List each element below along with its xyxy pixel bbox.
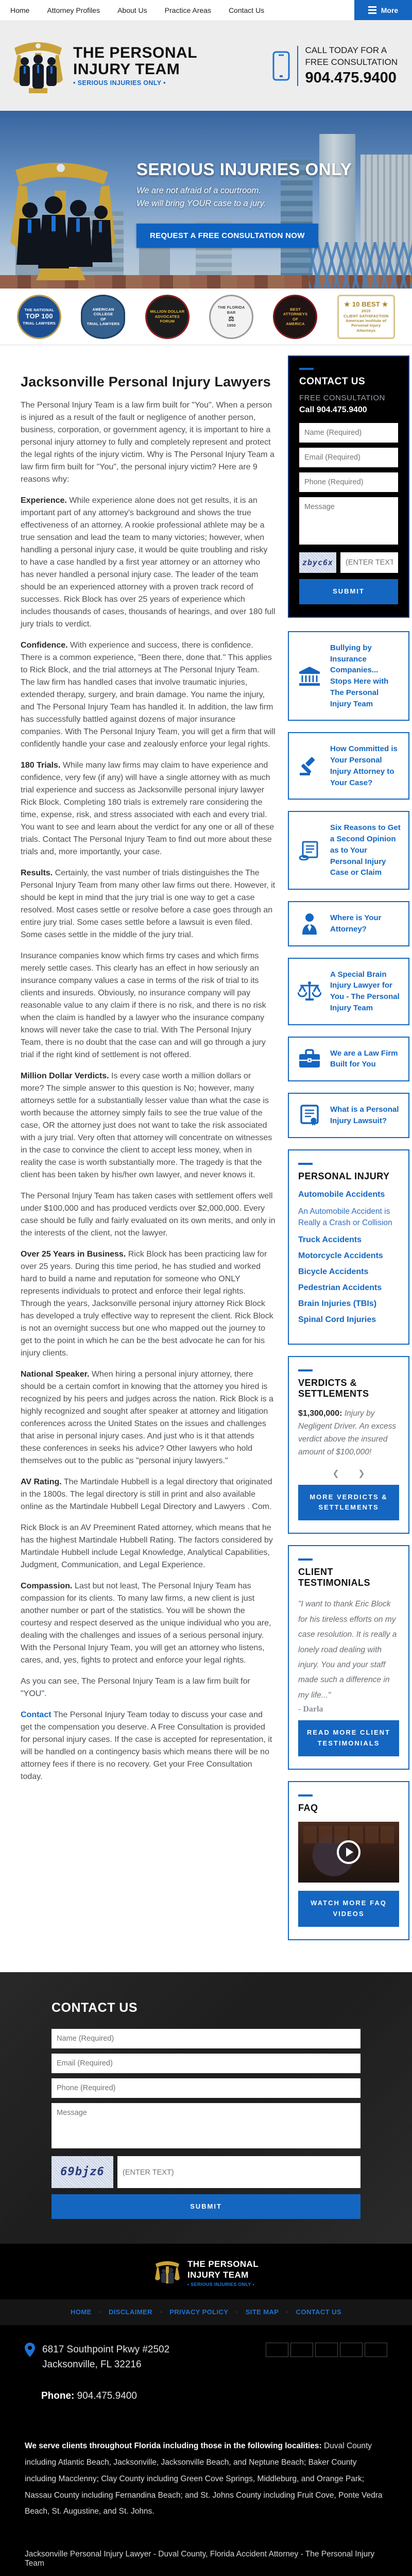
verdicts-title: VERDICTS & SETTLEMENTS xyxy=(298,1378,369,1399)
social-links xyxy=(266,2343,387,2357)
request-consultation-button[interactable]: REQUEST A FREE CONSULTATION NOW xyxy=(136,224,318,248)
paragraph-text: While experience alone does not get results, it is an important part of any attorney's background and shows the true effectiveness of an attorney. A rookie professional athlete may be a true sensation and lead the team to many victories; however, when handling a personal injury case, it would be quite troubling and risky to have a case handled by a first year attorney or an attorney who has never handled a personal injury case. The leader of the team should be an experienced attorney with a proven track record of successes. Rick Block has over 25 years of experience which includes thousands of cases, thousands of hearings, and over 180 full jury trials to verdict. xyxy=(21,496,276,629)
nav-item-attorney-profiles[interactable]: Attorney Profiles xyxy=(47,6,100,14)
badge-text: 2015 xyxy=(362,309,371,314)
footer-nav-separator: · xyxy=(98,2308,101,2317)
more-label: More xyxy=(381,6,399,14)
badge-text: 1950 xyxy=(227,323,236,328)
article-paragraph xyxy=(21,639,276,751)
more-button[interactable] xyxy=(354,0,412,20)
paragraph-text: Certainly, the vast number of trials distinguishes the The Personal Injury Team from many other law firms out there. However, it should be kept in mind that the jury trial is one way to get a case resolved. Most cases settle or resolve before a case goes through an entire jury trial. Some cases settle before a lawsuit is even filed. Some cases settle in the middle of the jury trial. xyxy=(21,869,276,939)
firm-logo[interactable] xyxy=(10,32,197,99)
address-line1: 6817 Southpoint Pkwy #2502 xyxy=(42,2344,170,2355)
call-today-line1: CALL TODAY FOR A xyxy=(305,45,387,56)
bottom-contact-title: CONTACT US xyxy=(52,2000,138,2015)
practice-area-link[interactable]: Bicycle Accidents xyxy=(298,1267,369,1277)
badge-ten-best-2015-aiopia xyxy=(337,295,395,339)
paragraph-text: When hiring a personal injury attorney, there should be a certain comfort in knowing that the attorney you hired is recognized by his peers and judges across the nation. Rick Block is a highly recognized and sought after speaker at attorney and litigation conferences across the United States on the issues and challenges that arise in personal injury cases. And just who is it that attends these conferences in seeks his advice? Other lawyers who hold themselves out to the public as "personal injury lawyers." xyxy=(21,1370,273,1465)
testimonials-box xyxy=(288,1545,409,1770)
article-paragraph xyxy=(21,1476,276,1513)
scroll-icon xyxy=(296,841,323,860)
bridge xyxy=(309,242,412,289)
article-paragraph xyxy=(21,759,276,858)
brand-name-line1: THE PERSONAL xyxy=(73,44,198,61)
sidebar-call-number[interactable]: Call 904.475.9400 xyxy=(299,405,367,414)
service-areas-lead: We serve clients throughout Florida including those in the following localities: xyxy=(25,2442,322,2451)
bottom-submit-button[interactable]: SUBMIT xyxy=(52,2194,360,2219)
paragraph-text: Is every case worth a million dollars or more? The simple answer to this question is No; however, many attorneys settle for a substantially lesser value than what the case is worth because the attorney simply fails to see the true value of the case, OR the attorney just does not want to take the risk associated with a jury trial. Very often that attorney will concentrate on witnesses in the case to convince the client to accept less money, when in reality the case is worth substantially more. The tragedy is that the client has been taken by his/her own lawyer, and never knows it. xyxy=(21,1072,272,1179)
site-header xyxy=(0,21,412,111)
bottom-email-input[interactable] xyxy=(52,2054,360,2073)
testimonial-quote: "I want to thank Eric Block for his tireless efforts on my case resolution. It is really a lonely road dealing with injury. You and your staff made such a difference in my life..." xyxy=(298,1600,397,1700)
practice-area-link[interactable]: Automobile Accidents xyxy=(298,1190,385,1199)
practice-area-link[interactable]: Spinal Cord Injuries xyxy=(298,1315,376,1325)
hero-title: SERIOUS INJURIES ONLY xyxy=(136,160,352,179)
badge-text: AMERICA xyxy=(286,321,305,326)
paragraph-lead: Confidence. xyxy=(21,641,68,650)
badge-text: OF xyxy=(100,316,106,321)
paragraph-text: Rick Block has been practicing law for over 25 years. During this time period, he has studied and worked hard to build a name and reputation for someone who ONLY represents individuals to protect and enforce their legal rights. Through the years, Jacksonville personal injury attorney Rick Block has developed a truly effective way to represent the client. Rick Block is not an overnight success but one who mapped out the journey to get to the point in which he can be the best advocate he can for his injury clients. xyxy=(21,1250,273,1358)
footer-nav-site-map[interactable]: SITE MAP xyxy=(245,2308,279,2316)
top-navigation xyxy=(0,0,412,21)
more-verdicts-button[interactable]: MORE VERDICTS & SETTLEMENTS xyxy=(298,1485,399,1521)
article-paragraph xyxy=(21,1248,276,1360)
badge-text: TRIAL LAWYERS xyxy=(23,320,56,326)
paragraph-lead: Million Dollar Verdicts. xyxy=(21,1072,109,1080)
footer-nav-home[interactable]: HOME xyxy=(71,2308,92,2316)
article-paragraph xyxy=(21,495,276,631)
bottom-name-input[interactable] xyxy=(52,2029,360,2048)
brand-tagline: • SERIOUS INJURIES ONLY • xyxy=(73,79,166,87)
verdicts-box xyxy=(288,1356,409,1534)
paragraph-text: Rick Block is an AV Preeminent Rated attorney, which means that he has the highest Martindale Hubbell Rating. The factors considered by Martindale Hubbell include Legal Knowledge, Analytical Capabilities, Judgment, Communication, and Legal Experience. xyxy=(21,1523,273,1569)
article-paragraph xyxy=(21,950,276,1061)
hero-banner xyxy=(0,111,412,289)
bottom-message-input[interactable] xyxy=(52,2103,360,2148)
personal-injury-box xyxy=(288,1149,409,1345)
paragraph-lead: 180 Trials. xyxy=(21,761,61,770)
linkedin-icon[interactable] xyxy=(315,2343,338,2357)
paragraph-lead: Experience. xyxy=(21,496,67,505)
accent-bar xyxy=(298,1163,313,1165)
footer-seo-line: Jacksonville Personal Injury Lawyer - Duval County, Florida Accident Attorney - The Personal Injury Team xyxy=(25,2550,375,2568)
practice-area-link[interactable]: An Automobile Accident is Really a Crash or Collision xyxy=(298,1207,392,1228)
footer-logo[interactable] xyxy=(0,2244,412,2299)
footer-brand-line1: THE PERSONAL xyxy=(187,2259,259,2269)
accent-bar xyxy=(299,368,314,370)
paragraph-lead: Over 25 Years in Business. xyxy=(21,1250,126,1259)
sidebar-submit-button[interactable]: SUBMIT xyxy=(299,579,398,604)
bottom-captcha-input[interactable] xyxy=(117,2156,360,2188)
hero-subtitle-line2: We will bring YOUR case to a jury. xyxy=(136,198,266,208)
article-paragraph xyxy=(21,1709,276,1783)
address-line2: Jacksonville, FL 32216 xyxy=(42,2359,142,2370)
sidebar-link-label: How Committed is Your Personal Injury Attorney to Your Case? xyxy=(330,744,398,787)
badge-the-florida-bar xyxy=(209,295,253,339)
read-more-testimonials-button[interactable]: READ MORE CLIENT TESTIMONIALS xyxy=(298,1720,399,1756)
article-paragraph xyxy=(21,1070,276,1181)
practice-area-link[interactable]: Pedestrian Accidents xyxy=(298,1283,382,1293)
twitter-icon[interactable] xyxy=(290,2343,313,2357)
sidebar-link-label: Six Reasons to Get a Second Opinion as to Your Personal Injury Case or Claim xyxy=(330,823,401,877)
sidebar xyxy=(288,355,409,1952)
scales-icon xyxy=(296,981,323,1002)
footer-phone-number[interactable]: 904.475.9400 xyxy=(77,2391,137,2402)
practice-area-link[interactable]: Motorcycle Accidents xyxy=(298,1251,383,1261)
phone-icon xyxy=(272,51,290,81)
header-call-area xyxy=(272,45,398,87)
faq-box xyxy=(288,1781,409,1940)
paragraph-text: Last but not least, The Personal Injury Team has compassion for its clients. To many law firms, a new client is just another number or part of the statistics. You will be shown the courtesy and respect deserved as the unique individual who you are, dealing with the challenges and issues of a serious personal injury. With the Personal Injury Team, you will get an attorney who listens, cares, and, yes, fights to protect and enforce your legal rights. xyxy=(21,1582,271,1665)
practice-area-link[interactable]: Truck Accidents xyxy=(298,1235,362,1245)
faq-title: FAQ xyxy=(298,1802,318,1813)
hero-logo-figures xyxy=(0,155,118,289)
badge-text: ⚖ xyxy=(228,315,235,323)
accent-bar xyxy=(298,1369,313,1371)
badge-text: MILLION DOLLAR xyxy=(150,309,185,314)
courthouse-icon xyxy=(296,666,323,686)
sidebar-link-label: Bullying by Insurance Companies... Stops Here with The Personal Injury Team xyxy=(330,643,389,708)
testimonial-attribution: - Darla xyxy=(298,1705,323,1714)
feed-icon[interactable] xyxy=(365,2343,387,2357)
briefcase-icon xyxy=(296,1049,323,1069)
free-consultation-label: FREE CONSULTATION xyxy=(299,394,385,402)
facebook-icon[interactable] xyxy=(266,2343,288,2357)
sidebar-message-input[interactable] xyxy=(299,497,398,545)
verdicts-next-arrow[interactable]: ❯ xyxy=(358,1469,365,1478)
service-areas-list: Duval County including Atlantic Beach, Jacksonville, Jacksonville Beach, and Neptune Beach; Baker County including Macclenny; Clay County including Green Cove Springs, Middleburg, and Orange Park; Nassau County including Fernandina Beach; and St. Johns County including Fruit Cove, Ponte Vedra Beach, St. Augustine, and St. Johns. xyxy=(25,2442,383,2516)
sidebar-article-link[interactable] xyxy=(288,958,409,1025)
article-paragraph xyxy=(21,1368,276,1467)
article-paragraph xyxy=(21,1580,276,1667)
badge-million-dollar-advocates-forum xyxy=(145,295,190,339)
paragraph-text: The Martindale Hubbell is a legal directory that originated in the 1800s. The legal directory is still in print and also available online as the Martindale Hubbell Legal Directory and Lawyers . Com. xyxy=(21,1478,272,1511)
article-paragraph xyxy=(21,1675,276,1700)
bottom-contact-section xyxy=(0,1972,412,2244)
personal-injury-title: PERSONAL INJURY xyxy=(298,1171,390,1181)
badge-text: OF xyxy=(293,316,298,321)
badge-text: Personal Injury Attorneys xyxy=(351,323,381,333)
footer-brand-line2: INJURY TEAM xyxy=(187,2269,249,2280)
sidebar-article-link[interactable] xyxy=(288,631,409,721)
nav-item-about-us[interactable]: About Us xyxy=(117,6,147,14)
article-paragraph xyxy=(21,1522,276,1571)
footer-nav-disclaimer[interactable]: DISCLAIMER xyxy=(108,2308,152,2316)
hero-subtitle-line1: We are not afraid of a courtroom. xyxy=(136,186,261,195)
footer-scales-icon xyxy=(153,2257,181,2289)
attorney-icon xyxy=(296,913,323,935)
footer-address xyxy=(42,2343,169,2372)
footer-phone xyxy=(41,2391,387,2402)
badge-text: ADVOCATES xyxy=(154,314,180,319)
badge-text: FORUM xyxy=(160,319,175,324)
footer-phone-label: Phone: xyxy=(41,2391,75,2402)
watch-faq-videos-button[interactable]: WATCH MORE FAQ VIDEOS xyxy=(298,1891,399,1927)
justia-icon[interactable] xyxy=(340,2343,363,2357)
play-icon[interactable] xyxy=(337,1840,360,1864)
location-pin-icon xyxy=(25,2343,35,2357)
paragraph-text: As you can see, The Personal Injury Team is a law firm built for "YOU". xyxy=(21,1677,250,1698)
sidebar-name-input[interactable] xyxy=(299,423,398,443)
verdicts-prev-arrow[interactable]: ❮ xyxy=(332,1469,339,1478)
faq-video-thumbnail[interactable] xyxy=(298,1822,399,1883)
bottom-phone-input[interactable] xyxy=(52,2078,360,2098)
nav-item-home[interactable]: Home xyxy=(10,6,30,14)
accent-bar xyxy=(298,1558,313,1561)
badge-text: ★ 10 BEST ★ xyxy=(344,300,388,308)
brand-name-line2: INJURY TEAM xyxy=(73,60,180,78)
paragraph-lead: Compassion. xyxy=(21,1582,73,1590)
paragraph-text: The Personal Injury Team is a law firm built for "You". When a person is injured as a result of the fault or negligence of another person, business, corporation, or government agency, it is important to hire a personal injury attorney to fully and completely represent and protect the legal rights of the injury victim. Why is The Personal Injury Team a law firm firm built for "You", the personal injury victim? Here are 9 reasons why: xyxy=(21,401,274,484)
footer xyxy=(0,2244,412,2576)
badge-national-trial-lawyers-top-100 xyxy=(17,295,61,339)
article-paragraph xyxy=(21,399,276,486)
header-phone-number[interactable]: 904.475.9400 xyxy=(305,69,397,86)
hamburger-icon xyxy=(368,6,376,14)
badge-text: AMERICAN COLLEGE xyxy=(92,307,114,317)
article-paragraph xyxy=(21,1190,276,1240)
sidebar-article-link[interactable] xyxy=(288,901,409,946)
certificate-icon xyxy=(296,1105,323,1126)
award-badges-row xyxy=(0,289,412,345)
paragraph-text: With experience and success, there is confidence. There is a common experience, "Been there, done that." This applies to Rick Block, and the trial attorneys at The Personal Injury Team. The law firm has handled cases that involve traumatic injuries, extended therapy, surgery, and brain damage. You name the injury, and The Personal Injury Team has handled it. In addition, the law firm has successfully battled against dozens of major insurance companies. With The Personal Injury Team, you will get a firm that will confidently handle your case and zealously enforce your legal rights. xyxy=(21,641,276,749)
gavel-icon xyxy=(296,756,323,776)
sidebar-link-label: Where is Your Attorney? xyxy=(330,913,382,934)
paragraph-text: While many law firms may claim to have experience and confidence, very few (if any) will have a single attorney with as much trial experience and success as Jacksonville personal injury lawyer Rick Block. Completing 180 trials is extremely rare considering the time, expense, risk, and stress associated with each and every trial. You want to see and learn about the verdict for any one or all of these trials. Contact The Personal Injury Team to find out more about these trials and, more importantly, your case. xyxy=(21,761,274,856)
accent-bar xyxy=(298,1794,313,1797)
footer-nav-contact-us[interactable]: CONTACT US xyxy=(296,2308,341,2316)
main-nav xyxy=(0,0,354,20)
badge-text: TRIAL LAWYERS xyxy=(87,321,120,326)
sidebar-article-link[interactable] xyxy=(288,1037,409,1082)
captcha-image: zbyc6x xyxy=(299,552,336,573)
paragraph-lead: AV Rating. xyxy=(21,1478,62,1486)
paragraph-text: The Personal Injury Team today to discuss your case and get the compensation you deserve. A Free Consultation is provided for personal injury cases. If the case is accepted for representation, it will be handled on a contingency basis which means there will be no attorney fees if there is no recovery. Get your Free Consultation today. xyxy=(21,1710,272,1781)
badge-text: TOP 100 xyxy=(25,312,53,320)
badge-text: THE NATIONAL xyxy=(24,308,54,312)
sidebar-link-label: We are a Law Firm Built for You xyxy=(330,1048,398,1069)
verdict-amount: $1,300,000: xyxy=(298,1409,342,1418)
badge-text: CLIENT SATISFACTION xyxy=(344,313,389,318)
paragraph-lead: National Speaker. xyxy=(21,1370,90,1379)
contact-link[interactable]: Contact xyxy=(21,1710,52,1719)
footer-nav-separator: · xyxy=(286,2308,289,2317)
sidebar-article-link[interactable] xyxy=(288,811,409,890)
captcha-image: 69bjz6 xyxy=(52,2156,113,2188)
footer-brand-tagline: • SERIOUS INJURIES ONLY • xyxy=(187,2282,254,2287)
paragraph-lead: Results. xyxy=(21,869,53,877)
badge-american-college-of-trial-lawyers xyxy=(81,295,125,339)
sidebar-captcha-input[interactable] xyxy=(340,552,398,573)
sidebar-phone-input[interactable] xyxy=(299,472,398,492)
main-article xyxy=(21,355,276,1952)
sidebar-link-label: A Special Brain Injury Lawyer for You - The Personal Injury Team xyxy=(330,970,400,1012)
sidebar-contact-title: CONTACT US xyxy=(299,376,366,387)
call-today-line2: FREE CONSULTATION xyxy=(305,57,398,67)
nav-item-practice-areas[interactable]: Practice Areas xyxy=(164,6,211,14)
footer-nav-privacy-policy[interactable]: PRIVACY POLICY xyxy=(169,2308,229,2316)
badge-text: American Institute of xyxy=(346,318,387,323)
badge-text: THE FLORIDA BAR xyxy=(217,305,245,315)
badge-best-attorneys-of-america xyxy=(273,295,317,339)
footer-nav-separator: · xyxy=(235,2308,238,2317)
practice-area-link[interactable]: Brain Injuries (TBIs) xyxy=(298,1299,377,1309)
paragraph-text: Insurance companies know which firms try cases and which firms merely settle cases. This clearly has an effect in how seriously an insurance company values a case in terms of the risk of trial to its clients and insureds. Obviously, no insurance company will pay reasonable value to any claim if there is no risk, and there is no risk when the claim is handled by a lawyer who the insurance company knows will never take the case to trial. With The Personal Injury Team, there is no doubt that the case can and will go through a jury trial if the right kind of settlement is not offered. xyxy=(21,952,266,1059)
badge-text: BEST ATTORNEYS xyxy=(283,307,308,317)
footer-nav xyxy=(0,2299,412,2325)
article-paragraph xyxy=(21,867,276,941)
header-divider xyxy=(297,46,298,86)
service-areas-text xyxy=(25,2438,387,2520)
sidebar-contact-form xyxy=(288,355,409,618)
testimonials-title: CLIENT TESTIMONIALS xyxy=(298,1567,370,1588)
footer-nav-separator: · xyxy=(159,2308,163,2317)
scales-and-team-logo-icon xyxy=(10,32,66,99)
nav-item-contact-us[interactable]: Contact Us xyxy=(228,6,265,14)
paragraph-text: The Personal Injury Team has taken cases with settlement offers well under $100,000 and has produced verdicts over $2,000,000. Every case should be fully and fairly evaluated on its own merits, and only in the interests of the client, not the lawyer. xyxy=(21,1192,276,1238)
sidebar-email-input[interactable] xyxy=(299,448,398,467)
sidebar-article-link[interactable] xyxy=(288,1093,409,1138)
sidebar-article-link[interactable] xyxy=(288,732,409,800)
sidebar-link-label: What is a Personal Injury Lawsuit? xyxy=(330,1105,399,1125)
page-title: Jacksonville Personal Injury Lawyers xyxy=(21,374,271,389)
verdict-description: Injury by Negligent Driver. An excess verdict above the insured amount of $100,000! xyxy=(298,1409,397,1456)
